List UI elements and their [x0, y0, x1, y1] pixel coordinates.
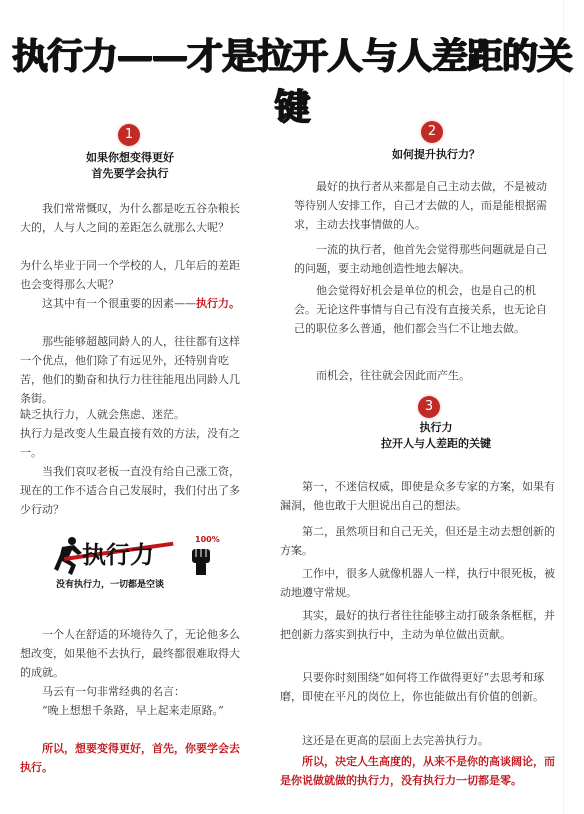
section-3-paragraph-5: 只要你时刻围绕“如何将工作做得更好”去思考和琢磨，即使在平凡的岗位上，你也能做出有价值的创新。 [280, 671, 545, 703]
page-title: 执行力——才是拉开人与人差距的关键 [11, 36, 572, 128]
fist-icon [190, 545, 212, 575]
promo-caption: 没有执行力，一切都是空谈 [56, 580, 165, 590]
section-2-paragraph-1: 最好的执行者从来都是自己主动去做，不是被动等待别人安排工作，自己才去做的人，而是能根据需求，主动去找事情做的人。 [294, 180, 547, 231]
section-2-paragraph-2: 一流的执行者，他首先会觉得那些问题就是自己的问题，要主动地创造性地去解决。 [294, 243, 547, 275]
section-3-heading-line1: 执行力 [419, 421, 453, 434]
section-3-paragraph-2: 第二，虽然项目和自己无关，但还是主动去想创新的方案。 [280, 525, 555, 557]
section-1-conclusion: 所以，想要变得更好，首先，你要学会去执行。 [20, 742, 240, 774]
section-1-heading [40, 150, 220, 182]
section-1-paragraph-2: 为什么毕业于同一个学校的人，几年后的差距也会变得那么大呢？ [20, 259, 240, 291]
section-3-paragraph-4: 其实，最好的执行者往往能够主动打破条条框框，并把创新力落实到执行中，主动为单位做出贡献。 [280, 609, 555, 641]
section-1-paragraph-8: 一个人在舒适的环境待久了，无论他多么想改变，如果他不去执行，最终都很难取得大的成就。 [20, 628, 240, 679]
section-3-conclusion: 所以，决定人生高度的，从来不是你的高谈阔论，而是你说做就做的执行力，没有执行力一切都是零。 [280, 755, 555, 787]
section-3-number-badge: 3 [418, 396, 440, 418]
execution-promo-graphic [52, 533, 220, 593]
section-1-paragraph-3-highlight: 执行力。 [196, 297, 240, 310]
section-3-heading-line2: 拉开人与人差距的关键 [381, 437, 491, 450]
section-2-number-badge: 2 [421, 121, 443, 143]
promo-percent: 100% [195, 535, 220, 544]
section-1-heading-line2: 首先要学会执行 [91, 167, 169, 180]
section-1-paragraph-5: 缺乏执行力，人就会焦虑、迷茫。 [20, 408, 185, 421]
section-2-heading: 如何提升执行力？ [392, 148, 480, 161]
section-1-paragraph-7: 当我们哀叹老板一直没有给自己涨工资，现在的工作不适合自己发展时，我们付出了多少行动？ [20, 465, 240, 516]
section-1-paragraph-10: “晚上想想千条路，早上起来走原路。” [42, 704, 224, 717]
section-3-heading [336, 420, 536, 452]
section-1-paragraph-9: 马云有一句非常经典的名言： [42, 685, 185, 698]
section-3-paragraph-1: 第一，不迷信权威，即使是众多专家的方案，如果有漏洞，他也敢于大胆说出自己的想法。 [280, 480, 555, 512]
section-1-paragraph-3-text: 这其中有一个很重要的因素—— [42, 297, 196, 310]
section-1-paragraph-3 [20, 294, 246, 313]
section-1-heading-line1: 如果你想变得更好 [86, 151, 174, 164]
section-3-paragraph-3: 工作中，很多人就像机器人一样，执行中很死板，被动地遵守常规。 [280, 567, 555, 599]
section-1-paragraph-4: 那些能够超越同龄人的人，往往都有这样一个优点，他们除了有远见外，还特别肯吃苦，他们的勤奋和执行力往往能甩出同龄人几条街。 [20, 335, 240, 405]
section-1-paragraph-6: 执行力是改变人生最直接有效的方法，没有之一。 [20, 427, 240, 459]
section-2-paragraph-3: 他会觉得好机会是单位的机会，也是自己的机会。无论这件事情与自己有没有直接关系，也无论自己的职位多么普通，他们都会当仁不让地去做。 [294, 284, 547, 335]
section-1-paragraph-1: 我们常常慨叹，为什么都是吃五谷杂粮长大的，人与人之间的差距怎么就那么大呢？ [20, 202, 240, 234]
section-3-paragraph-6: 这还是在更高的层面上去完善执行力。 [302, 734, 489, 747]
section-2-paragraph-4: 而机会，往往就会因此而产生。 [316, 369, 470, 382]
promo-title: 执行力 [82, 541, 154, 569]
section-1-number-badge: 1 [118, 124, 140, 146]
